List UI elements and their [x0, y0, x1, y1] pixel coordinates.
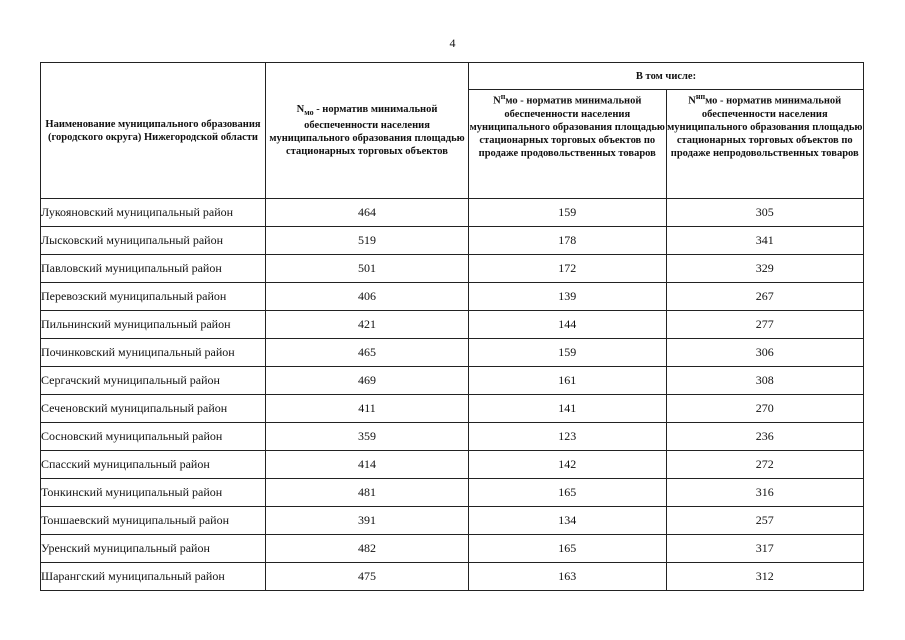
food-norm-cell: 172: [469, 255, 667, 283]
food-norm-cell: 161: [469, 367, 667, 395]
nonfood-norm-cell: 317: [666, 535, 864, 563]
nonfood-norm-cell: 312: [666, 563, 864, 591]
nonfood-norm-cell: 272: [666, 451, 864, 479]
column-header-nonfood: [666, 90, 864, 199]
food-norm-cell: 134: [469, 507, 667, 535]
nonfood-symbol: N: [688, 95, 696, 107]
food-norm-cell: 139: [469, 283, 667, 311]
total-norm-cell: 519: [266, 227, 469, 255]
food-norm-cell: 159: [469, 199, 667, 227]
district-name-cell: Починковский муниципальный район: [41, 339, 266, 367]
food-norm-cell: 178: [469, 227, 667, 255]
table-row: [41, 227, 864, 255]
total-header-text: - норматив минимальной обеспеченности населения муниципального образования площадью стационарных торговых объектов: [269, 103, 465, 158]
total-norm-cell: 414: [266, 451, 469, 479]
column-header-name: Наименование муниципального образования (городского округа) Нижегородской области: [41, 63, 266, 199]
table-row: [41, 367, 864, 395]
table-row: [41, 339, 864, 367]
table-row: [41, 199, 864, 227]
total-norm-cell: 482: [266, 535, 469, 563]
nonfood-symbol-sup: нп: [695, 92, 706, 101]
district-name-cell: Лысковский муниципальный район: [41, 227, 266, 255]
column-group-header: В том числе:: [469, 63, 864, 90]
food-symbol: N: [493, 95, 501, 107]
district-name-cell: Спасский муниципальный район: [41, 451, 266, 479]
total-norm-cell: 359: [266, 423, 469, 451]
table-body: [41, 199, 864, 591]
total-norm-cell: 464: [266, 199, 469, 227]
total-norm-cell: 421: [266, 311, 469, 339]
food-symbol-rest: мо: [505, 95, 518, 107]
table-row: [41, 255, 864, 283]
table-row: [41, 479, 864, 507]
district-name-cell: Сеченовский муниципальный район: [41, 395, 266, 423]
total-norm-cell: 481: [266, 479, 469, 507]
district-name-cell: Сергачский муниципальный район: [41, 367, 266, 395]
food-norm-cell: 142: [469, 451, 667, 479]
district-name-cell: Уренский муниципальный район: [41, 535, 266, 563]
total-symbol-sub: мо: [304, 108, 314, 118]
food-header-text: - норматив минимальной обеспеченности населения муниципального образования площадью стационарных торговых объектов по продаже продовольственных товаров: [469, 95, 665, 159]
total-norm-cell: 469: [266, 367, 469, 395]
district-name-cell: Тонкинский муниципальный район: [41, 479, 266, 507]
nonfood-norm-cell: 341: [666, 227, 864, 255]
food-norm-cell: 123: [469, 423, 667, 451]
table-row: [41, 283, 864, 311]
table-row: [41, 311, 864, 339]
total-norm-cell: 475: [266, 563, 469, 591]
district-name-cell: Пильнинский муниципальный район: [41, 311, 266, 339]
table-row: [41, 535, 864, 563]
total-norm-cell: 465: [266, 339, 469, 367]
table-row: [41, 395, 864, 423]
table-row: [41, 507, 864, 535]
nonfood-norm-cell: 306: [666, 339, 864, 367]
nonfood-norm-cell: 316: [666, 479, 864, 507]
total-norm-cell: 411: [266, 395, 469, 423]
table-row: [41, 451, 864, 479]
food-norm-cell: 159: [469, 339, 667, 367]
total-norm-cell: 391: [266, 507, 469, 535]
table-row: [41, 563, 864, 591]
nonfood-header-text: - норматив минимальной обеспеченности населения муниципального образования площадью стационарных торговых объектов по продаже непродовольственных товаров: [667, 95, 863, 159]
norms-table: [40, 62, 864, 591]
column-header-total: [266, 63, 469, 199]
nonfood-norm-cell: 277: [666, 311, 864, 339]
nonfood-norm-cell: 270: [666, 395, 864, 423]
nonfood-norm-cell: 257: [666, 507, 864, 535]
food-norm-cell: 165: [469, 479, 667, 507]
total-symbol: N: [296, 103, 305, 115]
nonfood-norm-cell: 305: [666, 199, 864, 227]
food-norm-cell: 165: [469, 535, 667, 563]
district-name-cell: Перевозский муниципальный район: [41, 283, 266, 311]
nonfood-norm-cell: 267: [666, 283, 864, 311]
food-norm-cell: 144: [469, 311, 667, 339]
page-number: 4: [449, 36, 456, 50]
nonfood-symbol-rest: мо: [705, 95, 718, 107]
district-name-cell: Лукояновский муниципальный район: [41, 199, 266, 227]
nonfood-norm-cell: 329: [666, 255, 864, 283]
total-norm-cell: 501: [266, 255, 469, 283]
district-name-cell: Сосновский муниципальный район: [41, 423, 266, 451]
total-norm-cell: 406: [266, 283, 469, 311]
food-symbol-sup: п: [500, 92, 506, 101]
district-name-cell: Тоншаевский муниципальный район: [41, 507, 266, 535]
table-row: [41, 423, 864, 451]
district-name-cell: Шарангский муниципальный район: [41, 563, 266, 591]
nonfood-norm-cell: 308: [666, 367, 864, 395]
food-norm-cell: 141: [469, 395, 667, 423]
district-name-cell: Павловский муниципальный район: [41, 255, 266, 283]
food-norm-cell: 163: [469, 563, 667, 591]
nonfood-norm-cell: 236: [666, 423, 864, 451]
column-header-food: [469, 90, 667, 199]
